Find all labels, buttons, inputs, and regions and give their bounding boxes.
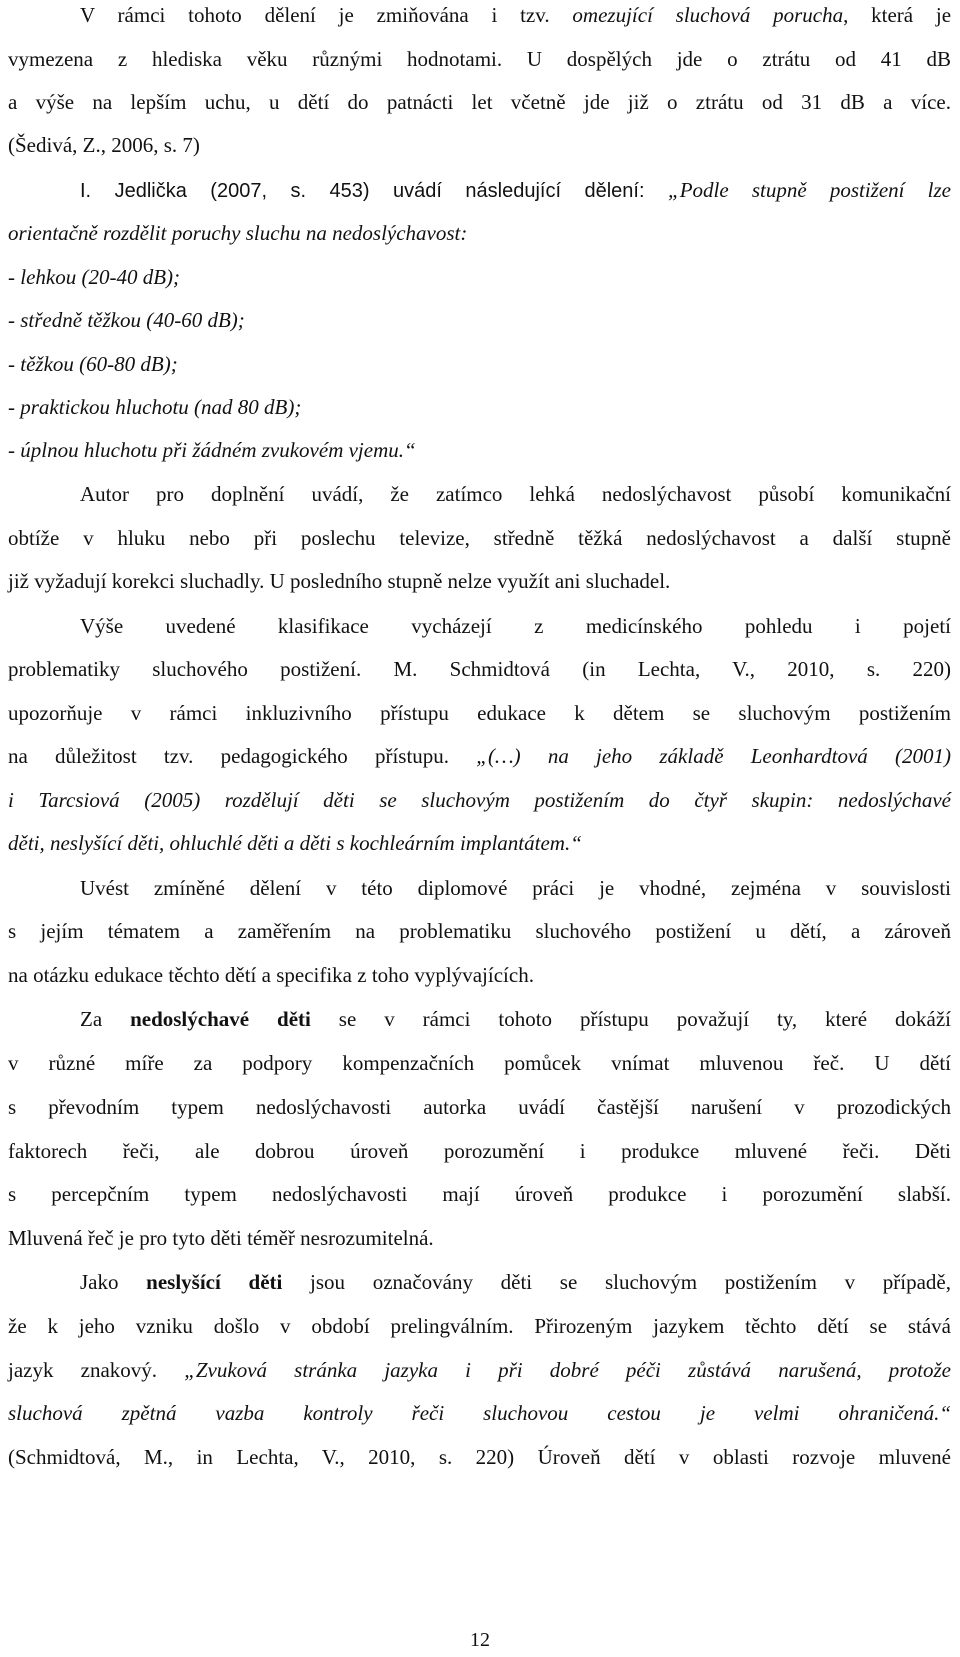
text-line: faktorech řeči, ale dobrou úroveň porozumění i produkce mluvené řeči. Děti <box>8 1139 951 1163</box>
text-line: v různé míře za podpory kompenzačních pomůcek vnímat mluvenou řeč. U dětí <box>8 1051 951 1075</box>
text-run: I. Jedlička (2007, s. 453) uvádí následující dělení: <box>80 180 669 202</box>
text-line <box>8 1006 951 1032</box>
list-item: - úplnou hluchotu při žádném zvukovém vjemu.“ <box>8 438 416 462</box>
text-line: (Šedivá, Z., 2006, s. 7) <box>8 133 200 157</box>
text-run: na důležitost tzv. pedagogického přístupu. <box>8 744 477 768</box>
text-line <box>8 743 951 769</box>
text-run: se v rámci tohoto přístupu považují ty, které dokáží <box>310 1007 951 1031</box>
text-run: V rámci tohoto dělení je zmiňována i tzv. <box>80 3 573 27</box>
text-run: , která je <box>843 3 952 27</box>
bold-run: neslyšící děti <box>146 1270 283 1294</box>
text-line: Výše uvedené klasifikace vycházejí z medicínského pohledu i pojetí <box>80 614 951 638</box>
text-line: s převodním typem nedoslýchavosti autorka uvádí častější narušení v prozodických <box>8 1095 951 1119</box>
text-line <box>8 1269 951 1295</box>
text-run: Za <box>80 1007 131 1031</box>
text-line: a výše na lepším uchu, u dětí do patnácti let včetně jde již o ztrátu od 31 dB a více. <box>8 90 951 114</box>
text-line: že k jeho vzniku došlo v období prelingválním. Přirozeným jazykem těchto dětí se stává <box>8 1314 951 1338</box>
text-line <box>8 1357 951 1383</box>
text-line: Autor pro doplnění uvádí, že zatímco lehká nedoslýchavost působí komunikační <box>80 482 951 506</box>
text-line: (Schmidtová, M., in Lechta, V., 2010, s. 220) Úroveň dětí v oblasti rozvoje mluvené <box>8 1445 951 1469</box>
text-line: obtíže v hluku nebo při poslechu televize, středně těžká nedoslýchavost a další stupně <box>8 526 951 550</box>
text-line: s jejím tématem a zaměřením na problematiku sluchového postižení u dětí, a zároveň <box>8 919 951 943</box>
list-item: - lehkou (20-40 dB); <box>8 265 181 289</box>
text-line: na otázku edukace těchto dětí a specifika z toho vyplývajících. <box>8 963 534 987</box>
text-run: jsou označovány děti se sluchovým postižením v případě, <box>282 1270 951 1294</box>
text-run: Jako <box>80 1270 147 1294</box>
text-line <box>8 2 951 28</box>
list-item: - těžkou (60-80 dB); <box>8 352 178 376</box>
text-line: sluchová zpětná vazba kontroly řeči sluchovou cestou je velmi ohraničená.“ <box>8 1401 951 1425</box>
text-line: i Tarcsiová (2005) rozdělují děti se sluchovým postižením do čtyř skupin: nedoslýchavé <box>8 788 951 812</box>
text-run: jazyk znakový. <box>8 1358 185 1382</box>
page-number: 12 <box>470 1629 490 1651</box>
text-line: orientačně rozdělit poruchy sluchu na nedoslýchavost: <box>8 221 468 245</box>
italic-run: „Zvuková stránka jazyka i při dobré péči zůstává narušená, protože <box>184 1358 951 1382</box>
text-line: s percepčním typem nedoslýchavosti mají úroveň produkce i porozumění slabší. <box>8 1182 951 1206</box>
text-line: vymezena z hlediska věku různými hodnotami. U dospělých jde o ztrátu od 41 dB <box>8 47 951 71</box>
text-line: již vyžadují korekci sluchadly. U posledního stupně nelze využít ani sluchadel. <box>8 569 671 593</box>
text-line: děti, neslyšící děti, ohluchlé děti a děti s kochleárním implantátem.“ <box>8 831 582 855</box>
text-line <box>8 177 951 204</box>
text-line: Uvést zmíněné dělení v této diplomové práci je vhodné, zejména v souvislosti <box>80 876 951 900</box>
list-item: - středně těžkou (40-60 dB); <box>8 308 245 332</box>
italic-run: omezující sluchová porucha <box>572 3 844 27</box>
italic-run: „(…) na jeho základě Leonhardtová (2001) <box>476 744 951 768</box>
list-item: - praktickou hluchotu (nad 80 dB); <box>8 395 302 419</box>
text-line: problematiky sluchového postižení. M. Schmidtová (in Lechta, V., 2010, s. 220) <box>8 657 951 681</box>
italic-run: „Podle stupně postižení lze <box>668 178 951 202</box>
bold-run: nedoslýchavé děti <box>130 1007 311 1031</box>
text-line: upozorňuje v rámci inkluzivního přístupu edukace k dětem se sluchovým postižením <box>8 701 951 725</box>
text-line: Mluvená řeč je pro tyto děti téměř nesrozumitelná. <box>8 1226 434 1250</box>
